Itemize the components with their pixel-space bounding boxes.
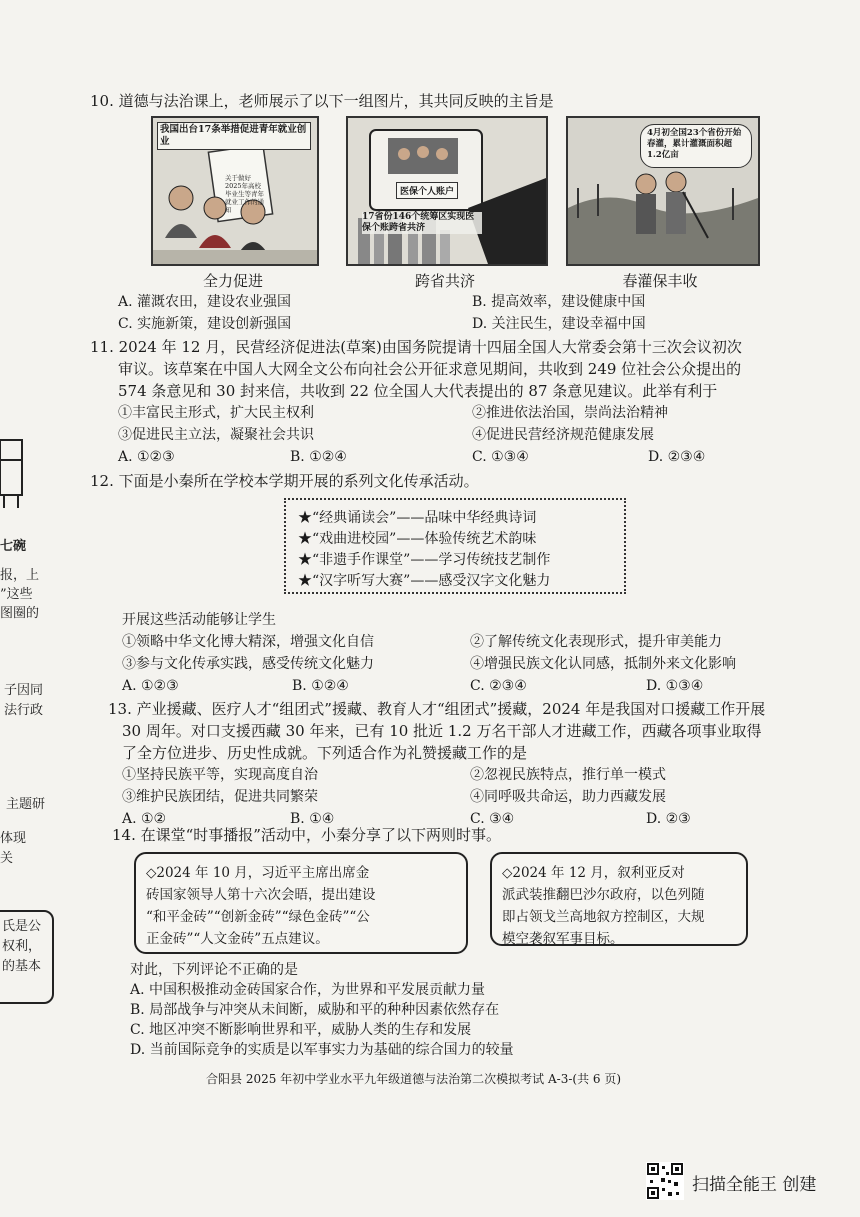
q14-option-c[interactable]: C. 地区冲突不断影响世界和平，威胁人类的生存和发展 (130, 1022, 472, 1038)
q11-item-2: ②推进依法治国，崇尚法治精神 (472, 405, 668, 421)
q13-item-3: ③维护民族团结，促进共同繁荣 (122, 789, 318, 805)
q14-option-a[interactable]: A. 中国积极推动金砖国家合作，为世界和平发展贡献力量 (130, 982, 486, 998)
image-card-text: 医保个人账户 (396, 182, 458, 199)
q12-activity: ★“戏曲进校园”——体验传统艺术韵味 (298, 531, 537, 547)
q10-option-a[interactable]: A. 灌溉农田，建设农业强国 (118, 294, 292, 310)
left-fragment: 的基本 (2, 959, 42, 974)
left-fragment: 主题研 (6, 797, 46, 812)
q12-option-b[interactable]: B. ①②④ (292, 678, 349, 694)
q13-option-c[interactable]: C. ③④ (470, 811, 515, 827)
question-13-line3: 了全方位进步、历史性成就。下列适合作为礼赞援藏工作的是 (122, 744, 528, 762)
image-note-text: 17省份146个统筹区实现医保个账跨省共济 (362, 212, 482, 234)
q12-item-1: ①领略中华文化博大精深，增强文化自信 (122, 634, 374, 650)
q11-option-a[interactable]: A. ①②③ (118, 449, 175, 465)
q10-image-insurance (346, 116, 548, 266)
page-footer: 合阳县 2025 年初中学业水平九年级道德与法治第二次模拟考试 A-3-(共 6 页) (206, 1072, 622, 1086)
news-line: ◇2024 年 12 月，叙利亚反对 (502, 865, 685, 881)
q12-activity: ★“经典诵读会”——品味中华经典诗词 (298, 510, 537, 526)
q10-caption-2: 跨省共济 (414, 272, 475, 290)
q11-item-4: ④促进民营经济规范健康发展 (472, 427, 654, 443)
q12-activity-box (284, 498, 626, 594)
question-13-line2: 30 周年。对口支援西藏 30 年来，已有 10 批近 1.2 万名干部人才进藏工作，西藏各项事业取得 (122, 722, 762, 740)
left-fragment: 报，上 (0, 568, 40, 583)
q13-option-b[interactable]: B. ①④ (290, 811, 335, 827)
q12-lead: 开展这些活动能够让学生 (122, 612, 276, 628)
q10-image-irrigation (566, 116, 760, 266)
q13-item-4: ④同呼吸共命运，助力西藏发展 (470, 789, 666, 805)
q10-option-b[interactable]: B. 提高效率，建设健康中国 (472, 294, 646, 310)
q12-activity: ★“汉字听写大赛”——感受汉字文化魅力 (298, 573, 551, 589)
question-11-line1: 11. 2024 年 12 月，民营经济促进法(草案)由国务院提请十四届全国人大常委会第十三次会议初次 (90, 338, 742, 356)
left-fragment: 图圈的 (0, 606, 40, 621)
q11-item-3: ③促进民主立法，凝聚社会共识 (118, 427, 314, 443)
news-line: 模空袭叙军事目标。 (502, 931, 624, 947)
q11-item-1: ①丰富民主形式，扩大民主权利 (118, 405, 314, 421)
question-13-line1: 13. 产业援藏、医疗人才“组团式”援藏、教育人才“组团式”援藏，2024 年是我国对口援藏工作开展 (108, 700, 766, 718)
q13-item-2: ②忽视民族特点，推行单一模式 (470, 767, 666, 783)
image-bubble-text: 4月初全国23个省份开始春灌，累计灌溉面积超1.2亿亩 (640, 124, 752, 168)
question-11-line3: 574 条意见和 30 封来信，共收到 22 位全国人大代表提出的 87 条意见建议。此举有利于 (118, 382, 718, 400)
q13-option-d[interactable]: D. ②③ (646, 811, 691, 827)
left-fragment: 七碗 (0, 539, 27, 554)
q10-image-employment (151, 116, 319, 266)
news-line: ◇2024 年 10 月，习近平主席出席金 (146, 865, 370, 881)
left-fragment: ”这些 (0, 587, 33, 602)
cutoff-drawing-icon (0, 430, 30, 510)
left-fragment: 法行政 (4, 703, 44, 718)
q14-option-d[interactable]: D. 当前国际竞争的实质是以军事实力为基础的综合国力的较量 (130, 1042, 514, 1058)
q10-caption-1: 全力促进 (202, 272, 263, 290)
q14-lead: 对此，下列评论不正确的是 (130, 962, 298, 978)
left-fragment: 权利， (2, 939, 42, 954)
qr-code-icon (646, 1162, 684, 1200)
left-fragment: 关 (0, 851, 14, 866)
q12-item-2: ②了解传统文化表现形式，提升审美能力 (470, 634, 722, 650)
news-line: 正金砖”“人文金砖”五点建议。 (146, 931, 329, 947)
image-doc-text: 关于做好2025年高校毕业生等青年就业工作的通知 (225, 174, 264, 214)
q13-item-1: ①坚持民族平等，实现高度自治 (122, 767, 318, 783)
q12-option-a[interactable]: A. ①②③ (122, 678, 179, 694)
left-fragment: 氏是公 (2, 919, 42, 934)
q14-option-b[interactable]: B. 局部战争与冲突从未间断，威胁和平的种种因素依然存在 (130, 1002, 500, 1018)
q10-caption-3: 春灌保丰收 (622, 272, 698, 290)
q12-option-d[interactable]: D. ①③④ (646, 678, 704, 694)
news-line: “和平金砖”“创新金砖”“绿色金砖”“公 (146, 909, 370, 925)
question-14-stem: 14. 在课堂“时事播报”活动中，小秦分享了以下两则时事。 (112, 826, 501, 844)
news-line: 即占领戈兰高地叙方控制区，大规 (502, 909, 705, 925)
q11-option-b[interactable]: B. ①②④ (290, 449, 347, 465)
q12-option-c[interactable]: C. ②③④ (470, 678, 527, 694)
left-fragment: 体现 (0, 831, 27, 846)
q10-option-c[interactable]: C. 实施新策，建设创新强国 (118, 316, 292, 332)
question-10-stem: 10. 道德与法治课上，老师展示了以下一组图片，其共同反映的主旨是 (90, 92, 554, 110)
q14-news-brics (134, 852, 468, 954)
question-12-stem: 12. 下面是小秦所在学校本学期开展的系列文化传承活动。 (90, 472, 479, 490)
q11-option-d[interactable]: D. ②③④ (648, 449, 706, 465)
q11-option-c[interactable]: C. ①③④ (472, 449, 529, 465)
q10-option-d[interactable]: D. 关注民生，建设幸福中国 (472, 316, 646, 332)
news-line: 派武装推翻巴沙尔政府，以色列随 (502, 887, 705, 903)
q12-activity: ★“非遗手作课堂”——学习传统技艺制作 (298, 552, 551, 568)
question-11-line2: 审议。该草案在中国人大网全文公布向社会公开征求意见期间，共收到 249 位社会公众提出的 (118, 360, 742, 378)
q13-option-a[interactable]: A. ①② (122, 811, 167, 827)
left-fragment: 子因同 (4, 683, 44, 698)
q12-item-3: ③参与文化传承实践，感受传统文化魅力 (122, 656, 374, 672)
image-banner-text: 我国出台17条举措促进青年就业创业 (157, 122, 311, 150)
news-line: 砖国家领导人第十六次会晤，提出建设 (146, 887, 376, 903)
q12-item-4: ④增强民族文化认同感，抵制外来文化影响 (470, 656, 736, 672)
scanner-watermark: 扫描全能王 创建 (692, 1175, 817, 1195)
q14-news-syria (490, 852, 748, 946)
